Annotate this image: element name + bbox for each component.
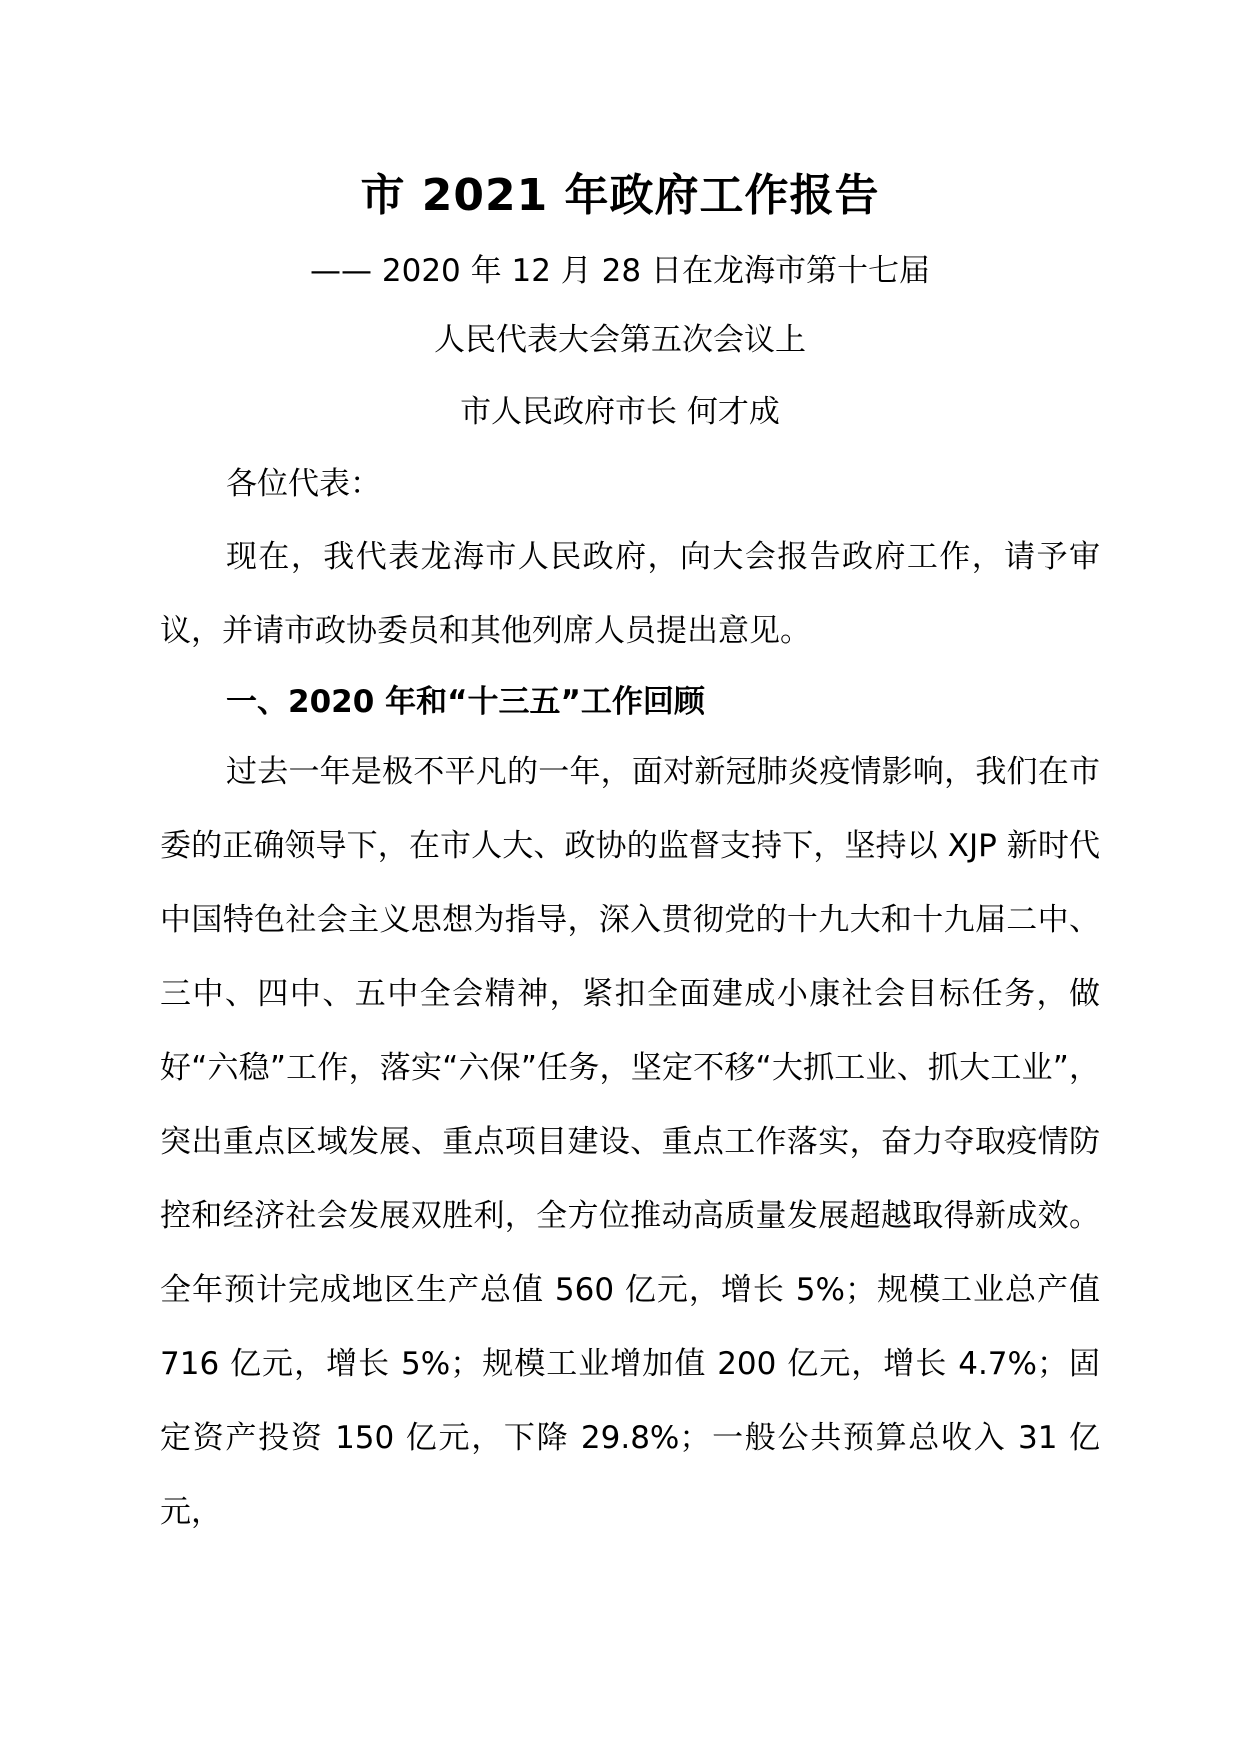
document-title: 市 2021 年政府工作报告 bbox=[360, 170, 880, 221]
review-paragraph: 过去一年是极不平凡的一年，面对新冠肺炎疫情影响，我们在市委的正确领导下，在市人大、政协的监督支持下，坚持以 XJP 新时代中国特色社会主义思想为指导，深入贯彻党的十九大和十九届二中、三中、四中、五中全会精神，紧扣全面建成小康社会目标任务，做好“六稳”工作，落实“六保”任务，坚定不移“大抓工业、抓大工业”，突出重点区域发展、重点项目建设、重点工作落实，奋力夺取疫情防控和经济社会发展双胜利，全方位推动高质量发展超越取得新成效。全年预计完成地区生产总值 560 亿元，增长 5%；规模工业总产值 716 亿元，增长 5%；规模工业增加值 200 亿元，增长 4.7%；固定资产投资 150 亿元，下降 29.8%；一般公共预算总收入 31 亿元， bbox=[160, 754, 1100, 1530]
author-line: 市人民政府市长 何才成 bbox=[460, 394, 780, 430]
section-heading: 一、2020 年和“十三五”工作回顾 bbox=[226, 684, 705, 720]
intro-paragraph: 现在，我代表龙海市人民政府，向大会报告政府工作，请予审议，并请市政协委员和其他列席人员提出意见。 bbox=[160, 539, 1100, 649]
subtitle-date-line: —— 2020 年 12 月 28 日在龙海市第十七届 bbox=[310, 253, 930, 289]
subtitle-meeting-line: 人民代表大会第五次会议上 bbox=[434, 322, 806, 358]
salutation: 各位代表： bbox=[226, 466, 381, 502]
